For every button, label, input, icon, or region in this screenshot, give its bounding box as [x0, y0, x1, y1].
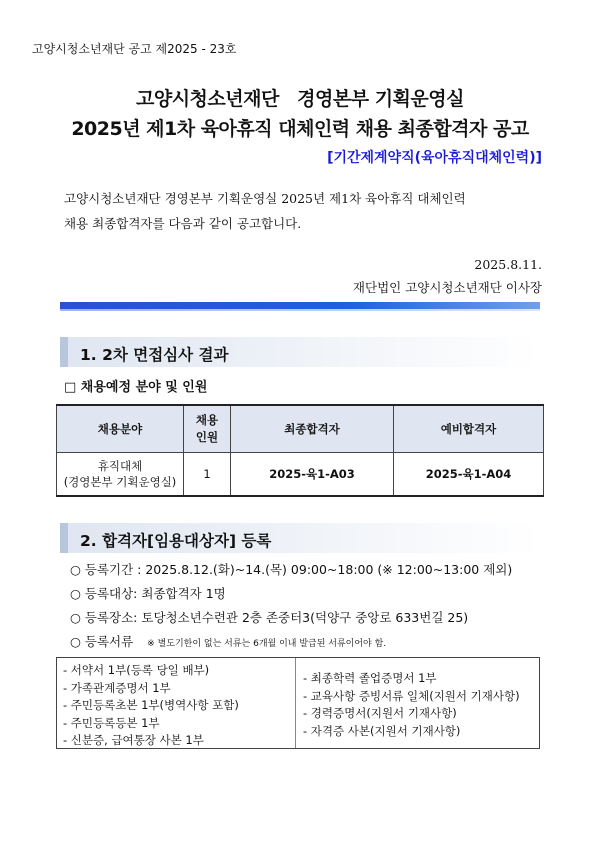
documents-box [56, 657, 540, 749]
list-item: - 신분증, 급여통장 사본 1부 [63, 733, 204, 747]
header-count-line2: 인원 [195, 430, 219, 444]
list-item: - 교육사항 증빙서류 일체(지원서 기재사항) [303, 688, 520, 703]
list-item: - 자격증 사본(지원서 기재사항) [303, 723, 461, 738]
documents-label: ○ 등록서류 [70, 634, 134, 649]
cell-final: 2025-육1-A03 [231, 453, 394, 497]
section-2-header [60, 523, 540, 553]
table-row [57, 453, 544, 497]
notice-number: 고양시청소년재단 공고 제2025 - 23호 [32, 42, 237, 56]
title-line-1: 고양시청소년재단 경영본부 기획운영실 [136, 88, 464, 110]
notice-date: 2025.8.11. [474, 257, 542, 272]
cell-field-line2: (경영본부 기획운영실) [63, 475, 177, 489]
section-1-header [60, 337, 540, 367]
section-marker [60, 523, 68, 553]
table-header-row [57, 405, 544, 453]
header-reserve: 예비합격자 [394, 405, 544, 453]
cell-count: 1 [184, 453, 231, 497]
section-2-title: 2. 합격자[임용대상자] 등록 [80, 532, 272, 550]
documents-right-list [303, 670, 520, 740]
result-table [56, 404, 544, 497]
section-1-title: 1. 2차 면접심사 결과 [80, 346, 229, 364]
list-item: - 최종학력 졸업증명서 1부 [303, 671, 437, 685]
registration-place: ○ 등록장소: 토당청소년수련관 2층 존중터3(덕양구 중앙로 633번길 25) [70, 610, 469, 625]
list-item: - 주민등록초본 1부(병역사항 포함) [63, 698, 239, 712]
registration-target: ○ 등록대상: 최종합격자 1명 [70, 586, 226, 601]
list-item: - 주민등록등본 1부 [63, 715, 160, 730]
list-item: - 가족관계증명서 1부 [63, 680, 171, 695]
title-line-2: 2025년 제1차 육아휴직 대체인력 채용 최종합격자 공고 [71, 118, 529, 140]
cell-reserve: 2025-육1-A04 [394, 453, 544, 497]
header-count-line1: 채용 [195, 413, 219, 427]
column-divider [295, 658, 296, 748]
registration-period: ○ 등록기간 : 2025.8.12.(화)~14.(목) 09:00~18:00 (※ 12:00~13:00 제외) [70, 562, 513, 577]
list-item: - 서약서 1부(등록 당일 배부) [63, 663, 210, 677]
intro-line-1: 고양시청소년재단 경영본부 기획운영실 2025년 제1차 육아휴직 대체인력 [64, 191, 466, 206]
divider-bar [60, 302, 540, 309]
divider-bar-shadow [60, 309, 540, 311]
documents-note: ※ 별도기한이 없는 서류는 6개월 이내 발급된 서류이어야 함. [147, 639, 387, 649]
documents-left-list [63, 662, 239, 750]
signer: 재단법인 고양시청소년재단 이사장 [352, 280, 542, 295]
recruit-field-heading: □ 채용예정 분야 및 인원 [64, 380, 208, 395]
header-count [184, 405, 231, 453]
subtitle: [기간제계약직(육아휴직대체인력)] [327, 150, 542, 166]
header-final: 최종합격자 [231, 405, 394, 453]
header-field: 채용분야 [57, 405, 184, 453]
section-marker [60, 337, 68, 367]
intro-paragraph [64, 186, 544, 236]
registration-documents [70, 632, 386, 650]
intro-line-2: 채용 최종합격자를 다음과 같이 공고합니다. [64, 216, 302, 231]
cell-field-line1: 휴직대체 [97, 459, 143, 473]
list-item: - 경력증명서(지원서 기재사항) [303, 706, 457, 720]
cell-field [57, 453, 184, 497]
